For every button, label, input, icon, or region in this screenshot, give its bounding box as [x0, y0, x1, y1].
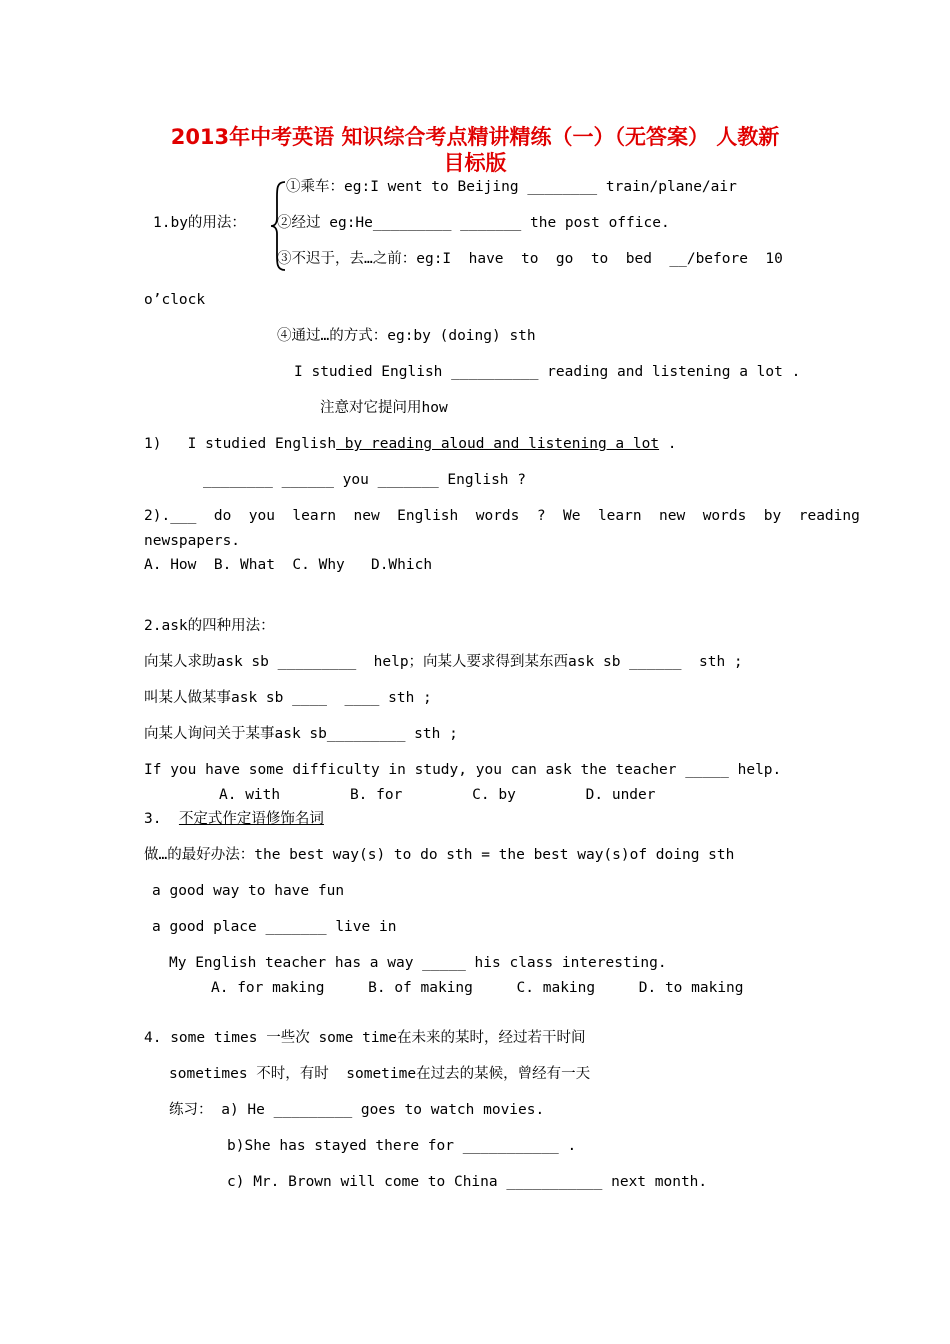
- infinitive-question-options: A. for making B. of making C. making D. to making: [211, 980, 744, 996]
- exercise-2-options: A. How B. What C. Why D.Which: [144, 557, 433, 573]
- section-2-heading: 2.ask的四种用法：: [144, 618, 275, 634]
- exercise-2-line-1: 2).___ do you learn new English words ? We learn new words by reading: [144, 508, 860, 524]
- by-usage-item-4: ④通过…的方式：eg:by (doing) sth: [277, 328, 536, 344]
- by-usage-item-1: ①乘车：eg:I went to Beijing ________ train/plane/air: [286, 179, 737, 195]
- infinitive-question: My English teacher has a way _____ his class interesting.: [169, 955, 667, 971]
- ask-question: If you have some difficulty in study, you can ask the teacher _____ help.: [144, 762, 782, 778]
- section-3-number: 3.: [144, 811, 162, 827]
- exercise-1: [144, 435, 677, 453]
- sometimes-line-2: sometimes 不时，有时 sometime在过去的某候，曾经有一天: [169, 1066, 591, 1082]
- ask-usage-line-3: 向某人询问关于某事ask sb_________ sth ;: [144, 726, 458, 742]
- infinitive-line-2: a good way to have fun: [152, 883, 345, 899]
- ask-usage-line-1: 向某人求助ask sb _________ help；向某人要求得到某东西ask sb ______ sth ;: [144, 654, 743, 670]
- by-usage-example: I studied English __________ reading and listening a lot .: [294, 364, 801, 380]
- title-line-2: 目标版: [443, 151, 507, 175]
- exercise-1-prefix: 1) I studied English: [144, 436, 337, 452]
- practice-b: b)She has stayed there for ___________ .: [227, 1138, 577, 1154]
- section-3-heading-line: [144, 810, 324, 828]
- ask-question-options: A. with B. for C. by D. under: [219, 787, 656, 803]
- section-3-heading: 不定式作定语修饰名词: [178, 811, 324, 827]
- infinitive-line-1: 做…的最好办法：the best way(s) to do sth = the best way(s)of doing sth: [144, 847, 735, 863]
- exercise-1-underlined: by reading aloud and listening a lot: [336, 436, 660, 452]
- by-usage-note: 注意对它提问用how: [320, 400, 448, 416]
- practice-c: c) Mr. Brown will come to China ___________ next month.: [227, 1174, 708, 1190]
- title-line-1: 2013年中考英语 知识综合考点精讲精练（一）（无答案） 人教新: [170, 125, 780, 149]
- exercise-2-line-2: newspapers.: [144, 533, 241, 549]
- practice-a: 练习： a) He _________ goes to watch movies.: [169, 1102, 545, 1118]
- by-usage-item-3: ③不迟于，去…之前：eg:I have to go to bed __/before 10: [277, 251, 783, 267]
- ask-usage-line-2: 叫某人做某事ask sb ____ ____ sth ;: [144, 690, 432, 706]
- section-1-label: 1.by的用法：: [153, 215, 246, 231]
- by-usage-item-3-cont: o’clock: [144, 292, 206, 308]
- sometimes-line-1: 4. some times 一些次 some time在未来的某时，经过若干时间: [144, 1030, 586, 1046]
- exercise-1-suffix: .: [659, 436, 677, 452]
- infinitive-line-3: a good place _______ live in: [152, 919, 397, 935]
- exercise-1-blank: ________ ______ you _______ English ?: [203, 472, 527, 488]
- by-usage-item-2: ②经过 eg:He_________ _______ the post office.: [277, 215, 670, 231]
